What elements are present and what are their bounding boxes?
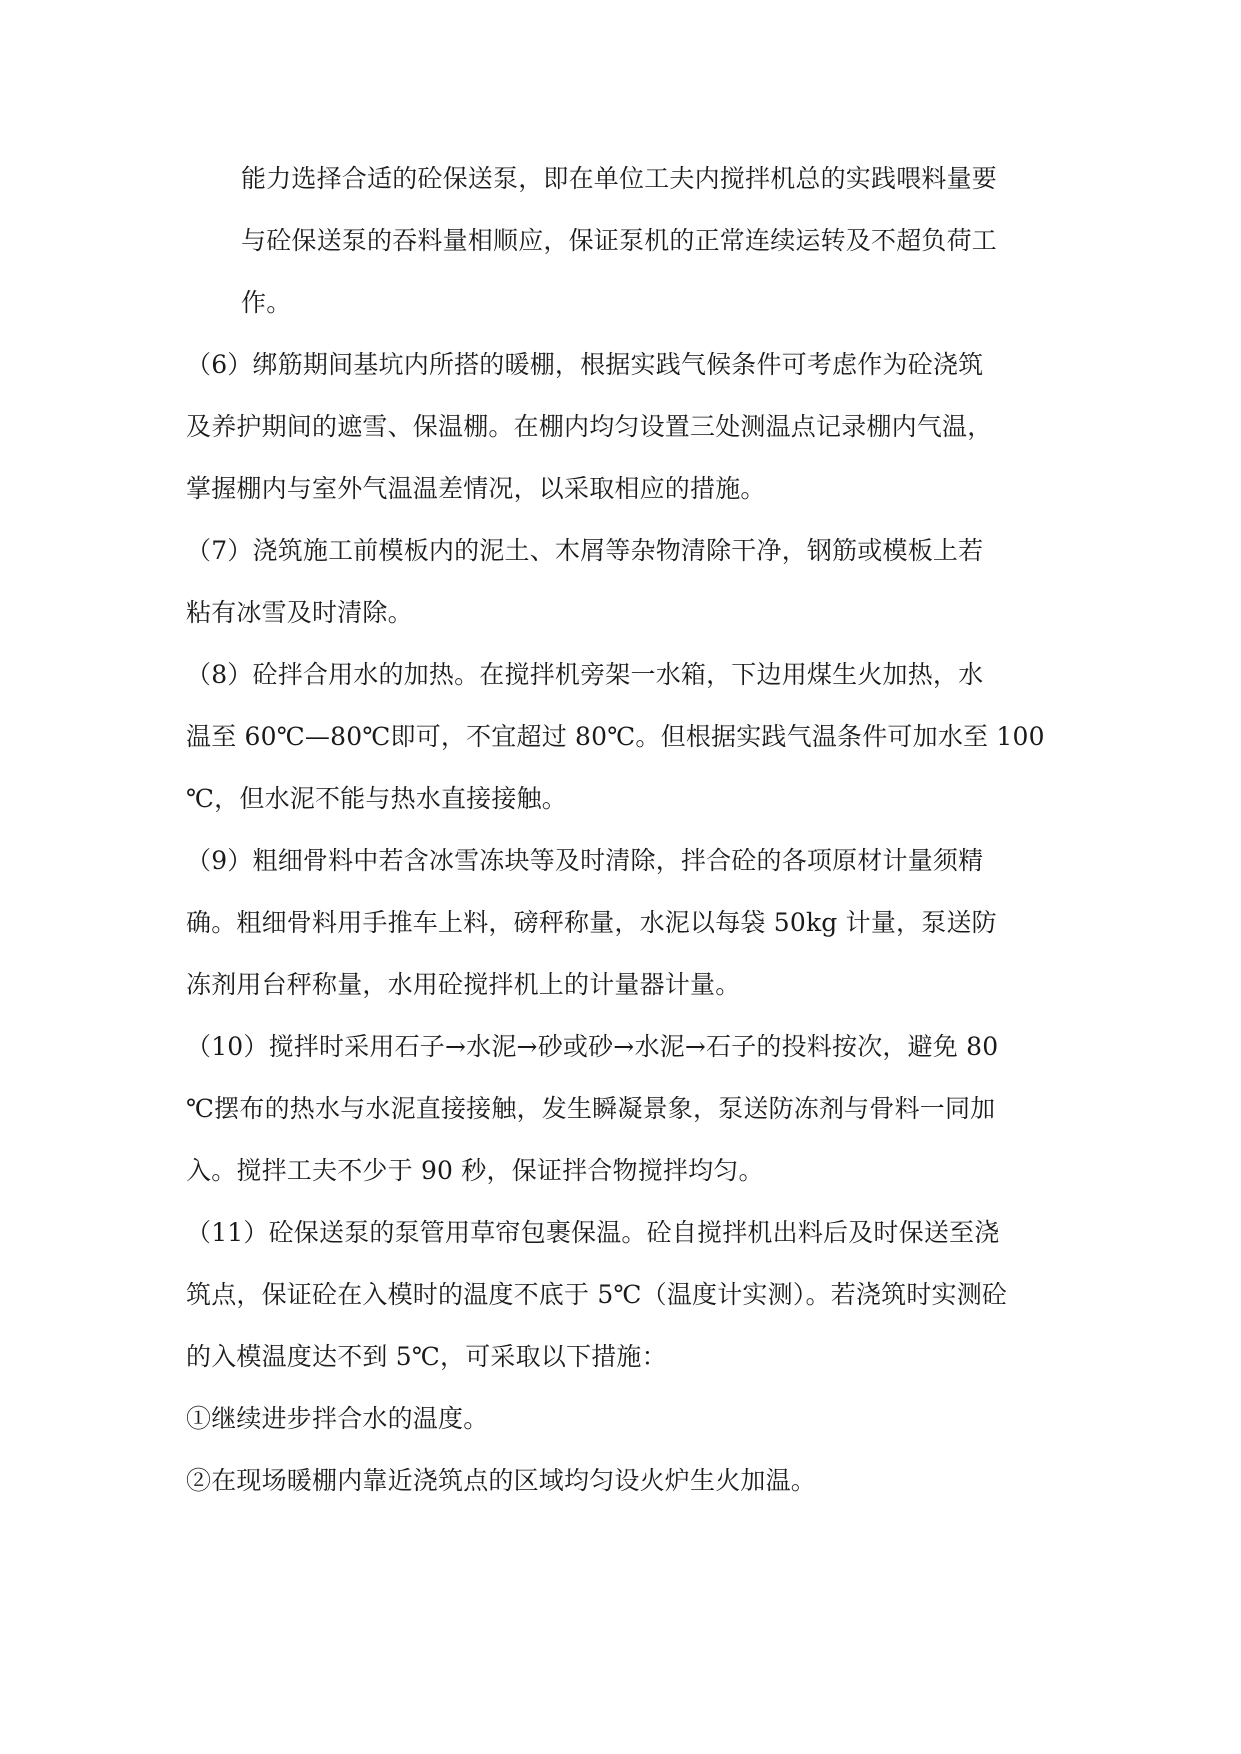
- text-line: 确。粗细骨料用手推车上料，磅秤称量，水泥以每袋 50kg 计量，泵送防: [186, 908, 997, 937]
- text-line: 作。: [241, 288, 292, 317]
- text-line: 的入模温度达不到 5℃，可采取以下措施：: [186, 1342, 667, 1371]
- text-line: 与砼保送泵的吞料量相顺应，保证泵机的正常连续运转及不超负荷工: [241, 226, 998, 255]
- text-line: （6）绑筋期间基坑内所搭的暖棚，根据实践气候条件可考虑作为砼浇筑: [186, 350, 984, 379]
- text-line: 粘有冰雪及时清除。: [186, 598, 413, 627]
- text-line: 入。搅拌工夫不少于 90 秒，保证拌合物搅拌均匀。: [186, 1156, 764, 1185]
- text-line: 温至 60℃—80℃即可，不宜超过 80℃。但根据实践气温条件可加水至 100: [186, 722, 1045, 751]
- text-line: 冻剂用台秤称量，水用砼搅拌机上的计量器计量。: [186, 970, 741, 999]
- text-line: （11）砼保送泵的泵管用草帘包裹保温。砼自搅拌机出料后及时保送至浇: [186, 1218, 1000, 1247]
- text-line: （9）粗细骨料中若含冰雪冻块等及时清除，拌合砼的各项原材计量须精: [186, 846, 984, 875]
- text-line: 及养护期间的遮雪、保温棚。在棚内均匀设置三处测温点记录棚内气温，: [186, 412, 993, 441]
- text-line: （10）搅拌时采用石子→水泥→砂或砂→水泥→石子的投料按次，避免 80: [186, 1032, 999, 1061]
- text-line: ②在现场暖棚内靠近浇筑点的区域均匀设火炉生火加温。: [186, 1466, 817, 1495]
- text-line: ℃，但水泥不能与热水直接接触。: [186, 784, 567, 813]
- text-line: ①继续进步拌合水的温度。: [186, 1404, 489, 1433]
- text-line: （8）砼拌合用水的加热。在搅拌机旁架一水箱，下边用煤生火加热，水: [186, 660, 984, 689]
- text-line: ℃摆布的热水与水泥直接接触，发生瞬凝景象，泵送防冻剂与骨料一同加: [186, 1094, 996, 1123]
- text-line: 筑点，保证砼在入模时的温度不底于 5℃（温度计实测）。若浇筑时实测砼: [186, 1280, 1008, 1309]
- text-line: 掌握棚内与室外气温温差情况，以采取相应的措施。: [186, 474, 766, 503]
- text-line: （7）浇筑施工前模板内的泥土、木屑等杂物清除干净，钢筋或模板上若: [186, 536, 984, 565]
- text-line: 能力选择合适的砼保送泵，即在单位工夫内搅拌机总的实践喂料量要: [241, 164, 998, 193]
